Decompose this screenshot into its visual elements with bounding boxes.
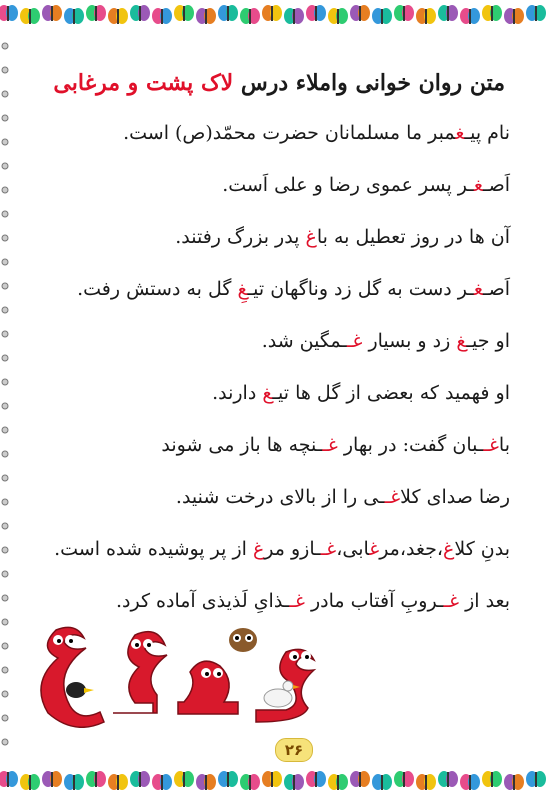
line-text: آن ها در روز تعطیل به با — [316, 226, 510, 248]
highlighted-letter: غـ — [483, 434, 499, 456]
line-text: ـروبِ آفتاب مادر — [304, 590, 444, 612]
page-title — [40, 70, 505, 96]
line-text: ،جغد،مر — [379, 538, 444, 560]
letter-ghain-character-icon — [178, 661, 238, 714]
highlighted-letter: غـ — [320, 538, 337, 560]
line-text: بعد از — [459, 590, 510, 612]
line-text: پدر بزرگ رفتند. — [175, 226, 306, 248]
decorative-top-border — [0, 0, 550, 30]
passage-line — [40, 226, 510, 278]
letter-ghain-character-icon — [41, 627, 104, 727]
butterfly-border-icon — [0, 0, 550, 30]
highlighted-letter: غـ — [384, 486, 401, 508]
passage-line — [40, 486, 510, 538]
passage-line — [40, 382, 510, 434]
decorative-bottom-border — [0, 766, 550, 796]
reading-passage — [40, 122, 510, 642]
passage-line — [40, 174, 510, 226]
line-text: گل به دستش رفت. — [77, 278, 238, 300]
passage-line — [40, 122, 510, 174]
title-lesson-name: لاک پشت و مرغابی — [53, 70, 234, 96]
highlighted-letter: غ — [456, 330, 467, 352]
title-prefix: متن روان خوانی واملاء درس — [233, 70, 505, 96]
highlighted-letter: غ — [369, 538, 380, 560]
line-text: او فهمید که بعضی از گل ها تیـ — [272, 382, 510, 404]
highlighted-letter: غ — [473, 174, 484, 196]
passage-line — [40, 434, 510, 486]
line-text: اَصـ — [483, 174, 510, 196]
highlighted-letter: غـ — [322, 434, 338, 456]
line-text: ـازو مر — [264, 538, 321, 560]
line-text: ـنچه ها باز می شوند — [161, 434, 323, 456]
line-text: ـمگین شد. — [261, 330, 347, 352]
line-text: ـر دست به گل زد وناگهان تیـ — [247, 278, 474, 300]
line-text: با — [498, 434, 510, 456]
highlighted-letter: غ — [455, 122, 465, 144]
passage-line — [40, 538, 510, 590]
highlighted-letter: غـ — [346, 330, 363, 352]
highlighted-letter: غـ — [443, 590, 460, 612]
line-text: او جیـ — [466, 330, 510, 352]
line-text: اَصـ — [483, 278, 510, 300]
highlighted-letter: غـ — [289, 590, 305, 612]
passage-line — [40, 278, 510, 330]
line-text: بدنِ کلا — [454, 538, 510, 560]
line-text: زد و بسیار — [362, 330, 457, 352]
highlighted-letter: غِ — [237, 278, 248, 300]
line-text: مبر ما مسلمانان حضرت محمّد(ص) است. — [123, 122, 456, 144]
line-text: ابی، — [336, 538, 370, 560]
spiral-binding — [0, 40, 14, 760]
highlighted-letter: غ — [305, 226, 317, 248]
highlighted-letter: غ — [252, 538, 265, 560]
letter-ghain-character-icon — [113, 632, 167, 713]
line-text: از پر پوشیده شده است. — [54, 538, 253, 560]
line-text: نام پیـ — [464, 122, 510, 144]
letter-characters-illustration — [28, 618, 348, 728]
spiral-binding-icon — [0, 40, 14, 760]
crow-icon — [66, 682, 94, 698]
highlighted-letter: غ — [262, 382, 273, 404]
page-number: ۲۶ — [275, 738, 313, 762]
passage-line — [40, 330, 510, 382]
line-text: دارند. — [212, 382, 263, 404]
owl-icon — [229, 628, 257, 652]
butterfly-border-icon — [0, 766, 550, 796]
line-text: ـی را از بالای درخت شنید. — [175, 486, 385, 508]
line-text: ـر پسر عموی رضا و علی اَست. — [222, 174, 474, 196]
highlighted-letter: غ — [473, 278, 484, 300]
line-text: ـذایِ لَذیذی آماده کرد. — [115, 590, 290, 612]
highlighted-letter: غ — [443, 538, 455, 560]
line-text: رضا صدای کلا — [400, 486, 510, 508]
line-text: ـبان گفت: در بهار — [337, 434, 484, 456]
